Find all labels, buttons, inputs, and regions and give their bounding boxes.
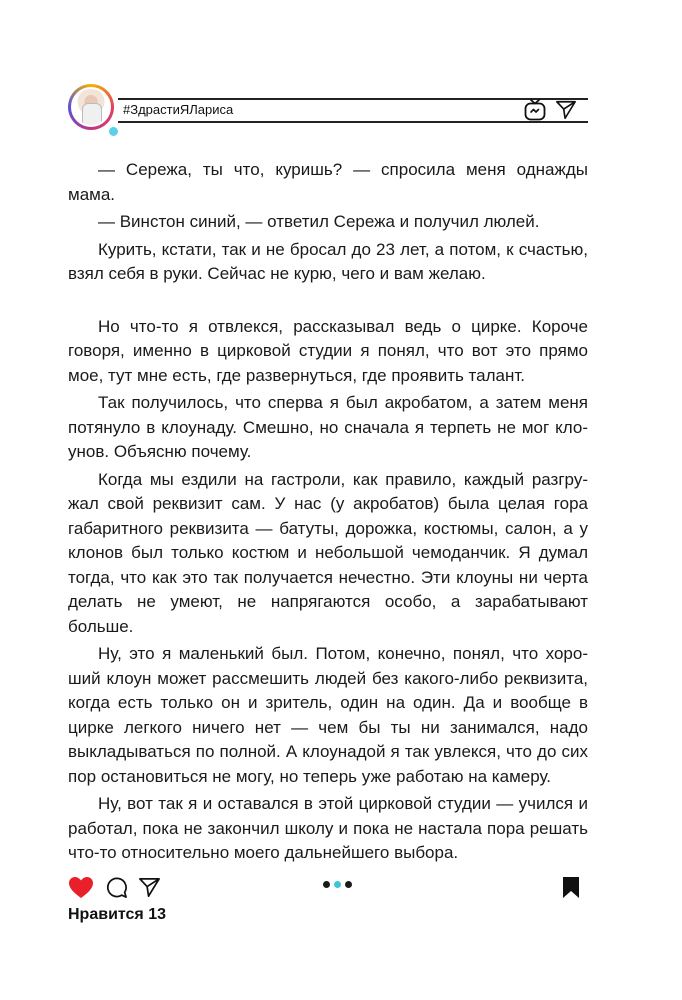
send-icon[interactable] [138, 876, 161, 899]
igtv-icon[interactable] [523, 98, 547, 122]
paragraph: Курить, кстати, так и не бросал до 23 лет, а потом, к счастью, взял себя в руки. Сейчас не курю, чего и вам желаю. [68, 239, 588, 283]
paragraph: Когда мы ездили на гастроли, как правило, каждый разгружал свой реквизит сам. У нас (у акробатов) была целая гора габаритного реквизита — батуты, дорожка, костюмы, салон, а у клонов был только костюм и небольшой чемоданчик. Я думал тогда, что как это так получается нечестно. Эти клоуны ни черта делать не умеют, не напрягаются особо, а зарабатывают больше. [68, 469, 588, 636]
carousel-dot [334, 881, 341, 888]
post-body [68, 158, 588, 869]
divider [118, 98, 588, 100]
carousel-dots [323, 881, 353, 889]
divider [118, 121, 588, 123]
send-icon[interactable] [555, 99, 577, 121]
paragraph: — Винстон синий, — ответил Сережа и получил люлей. [98, 212, 540, 231]
paragraph: Ну, это я маленький был. Потом, конечно, понял, что хороший клоун может рассмешить людей без какого-либо реквизита, когда есть только он и зритель, один на один. Да и вообще в цирке легкого ничего нет — чем бы ты ни занимался, надо выкладываться по полной. А клоунадой я так увлекся, что до сих пор остановиться не могу, но теперь уже работаю на камеру. [68, 644, 588, 786]
paragraph: Но что-то я отвлекся, рассказывал ведь о цирке. Короче говоря, именно в цирковой студии я понял, что вот это прямо мое, тут мне есть, где развернуться, где проявить талант. [68, 316, 588, 385]
avatar[interactable] [68, 84, 114, 130]
story-indicator-dot [108, 126, 119, 137]
bookmark-icon[interactable] [562, 876, 580, 899]
heart-icon[interactable] [68, 876, 94, 899]
header-bar [118, 98, 588, 122]
comment-icon[interactable] [105, 876, 128, 899]
post-header [68, 84, 588, 134]
hashtag-title[interactable]: #ЗдрастиЯЛариса [123, 102, 234, 117]
carousel-dot [323, 881, 330, 888]
paragraph: — Сережа, ты что, куришь? — спросила меня однажды мама. [68, 160, 588, 204]
paragraph: Так получилось, что сперва я был акробатом, а затем меня потянуло в клоунаду. Смешно, но сначала я терпеть не мог клоунов. Объясню почему. [68, 393, 588, 461]
likes-count[interactable]: Нравится 13 [68, 906, 166, 923]
post-footer [68, 876, 588, 936]
avatar-figure [82, 103, 102, 127]
paragraph: Ну, вот так я и оставался в этой цирковой студии — учился и работал, пока не закончил школу и пока не настала пора решать что-то относительно моего дальнейшего выбора. [68, 794, 588, 862]
avatar-photo [71, 87, 111, 127]
carousel-dot [345, 881, 352, 888]
